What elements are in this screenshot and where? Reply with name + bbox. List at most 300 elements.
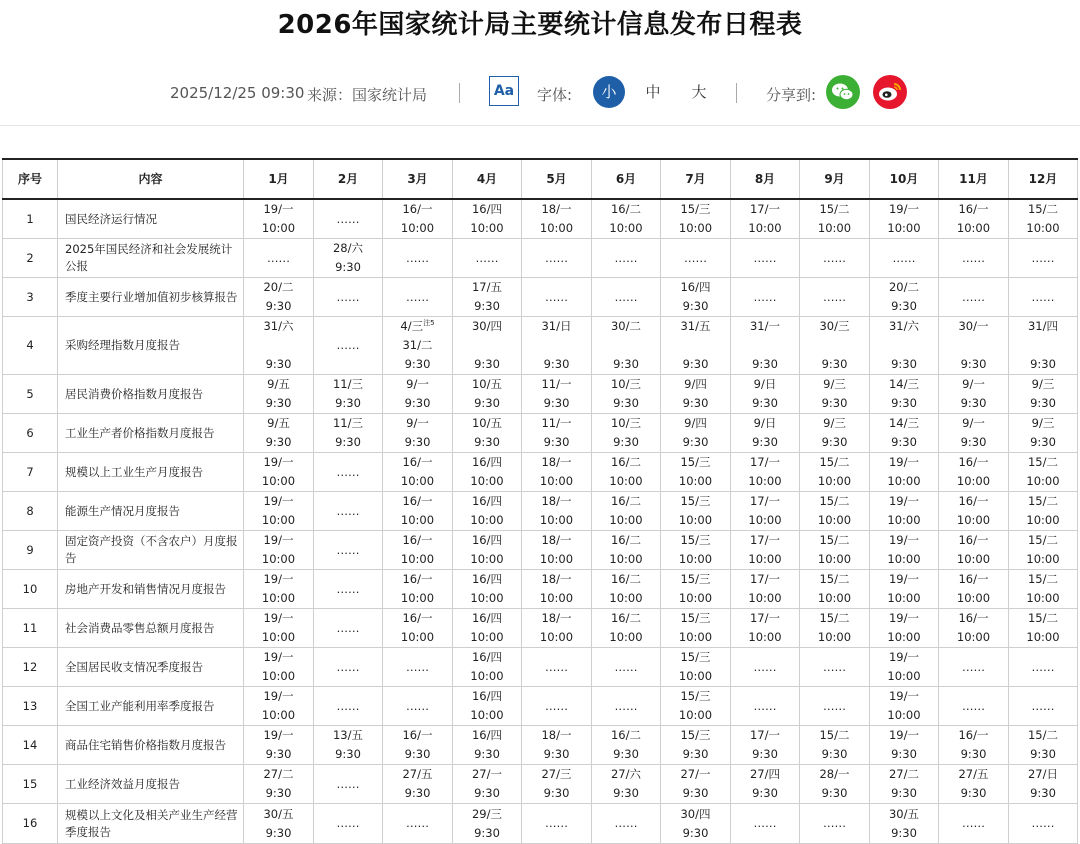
schedule-cell [592, 609, 661, 648]
schedule-cell [939, 765, 1009, 804]
schedule-cell [661, 804, 731, 844]
schedule-cell-line: 16/一 [958, 455, 989, 469]
weibo-share-icon[interactable] [873, 75, 907, 109]
schedule-cell [244, 570, 314, 609]
schedule-cell-line: 15/三 [680, 650, 711, 664]
schedule-cell-line [870, 336, 938, 355]
schedule-cell-line: …… [336, 542, 360, 557]
schedule-cell-line: 11/三 [332, 416, 363, 430]
schedule-cell-line: 9/一 [406, 377, 429, 391]
schedule-cell [383, 804, 453, 844]
schedule-cell [800, 531, 870, 570]
schedule-cell [870, 726, 939, 765]
schedule-cell [592, 726, 661, 765]
schedule-cell [661, 492, 731, 531]
schedule-cell [314, 375, 383, 414]
schedule-cell-line: 15/二 [819, 202, 850, 216]
schedule-cell-line: 10:00 [1026, 474, 1060, 488]
schedule-cell-line: 10:00 [470, 552, 504, 566]
font-size-small-button[interactable]: 小 [593, 76, 625, 108]
schedule-cell-line: 10:00 [400, 513, 435, 527]
schedule-cell [244, 492, 314, 531]
schedule-cell-line: 10:00 [817, 474, 852, 488]
schedule-cell-line: 19/一 [263, 728, 294, 742]
schedule-cell-line: 9:30 [960, 786, 987, 800]
schedule-cell-line: …… [1031, 698, 1055, 713]
schedule-cell-line: 9:30 [1030, 357, 1056, 371]
schedule-cell-line: 9/日 [753, 416, 777, 430]
schedule-cell-line: 9:30 [960, 357, 987, 371]
schedule-cell-line: 9:30 [891, 825, 917, 840]
schedule-cell [314, 317, 383, 375]
schedule-cell [800, 453, 870, 492]
schedule-cell-line: 17/一 [749, 533, 780, 547]
report-name: 全国居民收支情况季度报告 [58, 648, 244, 687]
schedule-cell-line: 11/一 [541, 377, 572, 391]
separator [459, 83, 460, 103]
schedule-cell [383, 726, 453, 765]
schedule-cell-line: 10:00 [817, 591, 852, 605]
schedule-cell [314, 453, 383, 492]
schedule-cell-line: 17/一 [749, 202, 780, 216]
schedule-cell [731, 278, 800, 317]
schedule-cell [383, 199, 453, 239]
schedule-cell-line: …… [823, 698, 846, 713]
schedule-cell-line: 9:30 [682, 299, 709, 313]
schedule-cell [800, 648, 870, 687]
report-name: 国民经济运行情况 [58, 199, 244, 239]
report-name: 规模以上工业生产月度报告 [58, 453, 244, 492]
schedule-cell-line [731, 336, 799, 355]
schedule-cell-line [592, 336, 660, 355]
schedule-cell [1009, 531, 1078, 570]
schedule-cell [244, 239, 314, 278]
schedule-cell-line: 16/一 [958, 533, 989, 547]
schedule-cell-line: …… [336, 698, 360, 713]
schedule-cell [870, 199, 939, 239]
source-label: 来源：国家统计局 [307, 86, 428, 104]
schedule-cell-line: …… [753, 698, 777, 713]
schedule-cell [870, 278, 939, 317]
schedule-cell-line: …… [336, 503, 360, 518]
schedule-cell-line: 10:00 [678, 708, 713, 722]
schedule-cell [522, 453, 592, 492]
schedule-cell-line: …… [614, 816, 638, 830]
schedule-cell-line: 4/三 [400, 319, 424, 333]
table-row [3, 531, 1078, 570]
schedule-cell [314, 648, 383, 687]
schedule-cell-line: 10:00 [887, 669, 921, 683]
schedule-cell [314, 765, 383, 804]
schedule-cell-line: 9:30 [682, 747, 709, 761]
schedule-cell-line: 9:30 [613, 786, 639, 800]
separator [736, 83, 737, 103]
schedule-cell-line: 9/三 [823, 416, 846, 430]
schedule-cell-line: 9:30 [543, 786, 570, 800]
schedule-cell [522, 317, 592, 375]
schedule-cell-line: 19/一 [263, 455, 294, 469]
schedule-cell [453, 726, 522, 765]
schedule-cell-line: 16/一 [958, 572, 989, 586]
schedule-cell-line: …… [336, 464, 360, 479]
schedule-cell [870, 531, 939, 570]
schedule-cell-line: 10:00 [817, 552, 852, 566]
schedule-cell-line: 9:30 [335, 396, 361, 410]
schedule-cell [453, 239, 522, 278]
schedule-cell-line: 10/三 [610, 416, 641, 430]
schedule-cell-line: 9:30 [613, 435, 639, 449]
schedule-cell-line: 10:00 [470, 591, 504, 605]
schedule-cell-line: 10:00 [261, 221, 296, 235]
schedule-cell-line: …… [545, 289, 568, 304]
schedule-cell [800, 765, 870, 804]
schedule-cell [522, 726, 592, 765]
schedule-cell [1009, 804, 1078, 844]
schedule-cell-line: 16/一 [402, 611, 433, 625]
column-header-month: 6月 [592, 159, 661, 199]
schedule-cell [383, 687, 453, 726]
schedule-cell-line: 30/二 [610, 319, 641, 333]
schedule-cell [870, 609, 939, 648]
schedule-cell-line: 10:00 [470, 708, 504, 722]
schedule-cell-line: 16/二 [610, 572, 641, 586]
schedule-cell-line: 9:30 [960, 435, 987, 449]
schedule-cell [592, 278, 661, 317]
schedule-cell [244, 278, 314, 317]
schedule-cell-line: 10:00 [956, 630, 991, 644]
schedule-cell [939, 278, 1009, 317]
schedule-cell-line: 9:30 [682, 786, 709, 800]
schedule-cell [800, 414, 870, 453]
schedule-cell-line: 10:00 [887, 221, 921, 235]
column-header-no: 序号 [3, 159, 58, 199]
table-row [3, 414, 1078, 453]
schedule-cell-line: 31/四 [1027, 319, 1058, 333]
schedule-cell [522, 609, 592, 648]
schedule-cell-line: …… [406, 659, 429, 674]
schedule-cell-line: 30/四 [471, 319, 502, 333]
table-row [3, 687, 1078, 726]
schedule-cell [244, 804, 314, 844]
schedule-cell-line: 9:30 [1030, 747, 1056, 761]
schedule-cell-line: 19/一 [888, 572, 919, 586]
schedule-cell [939, 453, 1009, 492]
schedule-cell-line: 10:00 [400, 630, 435, 644]
schedule-cell-line: 30/一 [958, 319, 989, 333]
schedule-cell-line: 10:00 [817, 221, 852, 235]
schedule-cell-line: 9:30 [543, 357, 570, 371]
column-header-month: 11月 [939, 159, 1009, 199]
schedule-cell-line: 9:30 [891, 786, 917, 800]
schedule-cell-line: 30/三 [819, 319, 850, 333]
schedule-cell-line: 9:30 [474, 299, 500, 313]
schedule-cell-line: 9:30 [821, 786, 848, 800]
schedule-cell-line: 10:00 [609, 221, 643, 235]
schedule-cell-line: 19/一 [888, 728, 919, 742]
schedule-cell [1009, 570, 1078, 609]
schedule-cell [800, 278, 870, 317]
schedule-cell-line: 15/二 [819, 533, 850, 547]
schedule-cell [592, 531, 661, 570]
schedule-cell [244, 531, 314, 570]
schedule-cell-line: 9/一 [962, 416, 985, 430]
schedule-cell-line: 9:30 [404, 396, 431, 410]
schedule-cell [1009, 609, 1078, 648]
row-number: 15 [3, 765, 58, 804]
table-row [3, 726, 1078, 765]
row-number: 2 [3, 239, 58, 278]
schedule-cell-line: …… [962, 289, 985, 304]
schedule-cell-line: 10:00 [1026, 513, 1060, 527]
schedule-cell-line: 9:30 [891, 396, 917, 410]
schedule-cell [592, 414, 661, 453]
schedule-cell [453, 492, 522, 531]
schedule-cell [453, 804, 522, 844]
column-header-month: 9月 [800, 159, 870, 199]
schedule-cell [592, 648, 661, 687]
row-number: 7 [3, 453, 58, 492]
schedule-cell [939, 570, 1009, 609]
schedule-cell-line: 31/五 [680, 319, 711, 333]
column-header-content: 内容 [58, 159, 244, 199]
schedule-cell-line: …… [684, 250, 707, 265]
schedule-cell-line: 10:00 [261, 591, 296, 605]
row-number: 6 [3, 414, 58, 453]
schedule-cell-line: 9/三 [1031, 377, 1055, 391]
schedule-cell-line: 10:00 [956, 513, 991, 527]
schedule-cell [314, 239, 383, 278]
schedule-cell-line: 15/三 [680, 572, 711, 586]
table-row [3, 317, 1078, 375]
schedule-cell-line: …… [823, 816, 846, 830]
schedule-cell [522, 199, 592, 239]
schedule-cell [800, 570, 870, 609]
schedule-cell-line: 9/四 [684, 416, 707, 430]
schedule-cell [731, 687, 800, 726]
schedule-cell-line: 31/六 [888, 319, 919, 333]
report-name: 房地产开发和销售情况月度报告 [58, 570, 244, 609]
schedule-cell-line: 19/一 [888, 533, 919, 547]
schedule-cell [244, 317, 314, 375]
schedule-cell-line [453, 336, 521, 355]
schedule-cell [592, 570, 661, 609]
table-row [3, 453, 1078, 492]
article-meta-bar [0, 74, 1080, 114]
schedule-cell [661, 375, 731, 414]
schedule-cell-line: 16/一 [958, 202, 989, 216]
schedule-cell-line: …… [545, 659, 568, 674]
schedule-cell-line: 20/二 [888, 280, 919, 294]
schedule-cell [244, 687, 314, 726]
schedule-cell-line: 27/二 [263, 767, 294, 781]
schedule-cell-line: 9:30 [960, 747, 987, 761]
schedule-cell-line: 10:00 [678, 630, 713, 644]
schedule-cell [383, 375, 453, 414]
schedule-cell [453, 278, 522, 317]
schedule-cell [731, 375, 800, 414]
schedule-cell [522, 492, 592, 531]
schedule-cell [731, 726, 800, 765]
schedule-cell [522, 414, 592, 453]
schedule-cell [870, 375, 939, 414]
schedule-cell-line: 10:00 [748, 221, 782, 235]
schedule-cell-line: 9:30 [752, 396, 778, 410]
wechat-share-icon[interactable] [826, 75, 860, 109]
schedule-cell [453, 648, 522, 687]
schedule-cell [244, 648, 314, 687]
schedule-cell-line: …… [962, 698, 985, 713]
schedule-cell-line: 9:30 [404, 747, 431, 761]
table-header-row [3, 159, 1078, 199]
schedule-cell-line: 20/二 [263, 280, 294, 294]
schedule-cell [592, 317, 661, 375]
schedule-cell [731, 453, 800, 492]
schedule-cell-line: 10:00 [609, 513, 643, 527]
row-number: 4 [3, 317, 58, 375]
schedule-cell [661, 726, 731, 765]
schedule-cell-line: 15/二 [819, 572, 850, 586]
font-size-medium-button[interactable]: 中 [645, 83, 661, 101]
schedule-cell-line: 9:30 [821, 747, 848, 761]
schedule-cell [244, 609, 314, 648]
schedule-cell-line: 10:00 [678, 591, 713, 605]
schedule-cell-line: 10:00 [748, 630, 782, 644]
schedule-cell-line: 9/一 [962, 377, 985, 391]
schedule-cell-line: 9:30 [821, 396, 848, 410]
schedule-cell-line: 9:30 [474, 357, 500, 371]
schedule-cell [870, 453, 939, 492]
schedule-cell-line: 16/一 [958, 494, 989, 508]
schedule-cell-line: 17/一 [749, 728, 780, 742]
schedule-cell-line: 9:30 [265, 825, 292, 840]
schedule-cell-line: 9:30 [265, 786, 292, 800]
schedule-cell-line [939, 336, 1008, 355]
schedule-cell-line: …… [614, 698, 638, 713]
schedule-cell [1009, 492, 1078, 531]
schedule-cell [731, 414, 800, 453]
report-name: 能源生产情况月度报告 [58, 492, 244, 531]
report-name: 固定资产投资（不含农户）月度报告 [58, 531, 244, 570]
schedule-cell-line: …… [336, 289, 360, 304]
schedule-cell [244, 765, 314, 804]
schedule-cell-line: 10:00 [470, 221, 504, 235]
schedule-cell-line: 16/一 [958, 611, 989, 625]
schedule-cell [453, 609, 522, 648]
schedule-cell-line: …… [336, 338, 360, 352]
schedule-cell-line: 16/二 [610, 202, 641, 216]
schedule-cell-line: 17/一 [749, 455, 780, 469]
schedule-cell-line: …… [336, 620, 360, 635]
schedule-cell-line: 18/一 [541, 202, 572, 216]
schedule-cell-line: 9:30 [821, 435, 848, 449]
schedule-cell-line: 16/四 [471, 572, 502, 586]
schedule-cell-line: 9:30 [335, 435, 361, 449]
schedule-cell-line: …… [962, 250, 985, 265]
schedule-cell-line: 11/一 [541, 416, 572, 430]
schedule-cell-line: 9:30 [1030, 786, 1056, 800]
schedule-cell-line: 15/二 [1027, 533, 1058, 547]
column-header-month: 10月 [870, 159, 939, 199]
schedule-cell-line: 15/三 [680, 494, 711, 508]
font-toggle-icon[interactable]: Aa [489, 76, 519, 106]
schedule-cell-line: 16/二 [610, 728, 641, 742]
schedule-cell [731, 492, 800, 531]
schedule-cell [453, 317, 522, 375]
schedule-cell-line: 10:00 [400, 591, 435, 605]
schedule-cell-line: 14/三 [888, 377, 919, 391]
schedule-cell-line: 10:00 [1026, 630, 1060, 644]
schedule-cell-line: 9:30 [891, 299, 917, 313]
schedule-cell [800, 199, 870, 239]
schedule-cell [731, 317, 800, 375]
schedule-cell-line: 9:30 [404, 786, 431, 800]
column-header-month: 1月 [244, 159, 314, 199]
schedule-cell-line: 9/五 [267, 416, 290, 430]
schedule-cell-line: 16/二 [610, 611, 641, 625]
schedule-cell [592, 492, 661, 531]
schedule-cell-line: 9:30 [752, 786, 778, 800]
schedule-cell-line: 14/三 [888, 416, 919, 430]
schedule-cell-line: 19/一 [888, 455, 919, 469]
row-number: 1 [3, 199, 58, 239]
schedule-cell-line: 15/三 [680, 202, 711, 216]
schedule-cell [800, 375, 870, 414]
schedule-cell [939, 375, 1009, 414]
schedule-cell [731, 199, 800, 239]
schedule-cell-line: 10:00 [956, 552, 991, 566]
schedule-cell [800, 687, 870, 726]
column-header-month: 5月 [522, 159, 592, 199]
schedule-cell-line [1009, 336, 1077, 355]
release-schedule-table [2, 158, 1078, 844]
schedule-cell-line: 30/五 [263, 806, 294, 821]
schedule-cell [1009, 278, 1078, 317]
schedule-cell-line: 9:30 [1030, 396, 1056, 410]
table-row [3, 278, 1078, 317]
schedule-cell-line: 30/五 [888, 806, 919, 821]
schedule-cell [522, 375, 592, 414]
schedule-cell-line: 9:30 [752, 747, 778, 761]
table-row [3, 648, 1078, 687]
schedule-cell-line: …… [823, 250, 846, 265]
schedule-cell-line: 15/二 [819, 455, 850, 469]
schedule-cell [453, 765, 522, 804]
schedule-cell-line: 10:00 [1026, 552, 1060, 566]
schedule-cell-line [244, 336, 313, 355]
font-size-large-button[interactable]: 大 [691, 83, 707, 101]
schedule-cell-line: 31/二 [402, 338, 433, 352]
schedule-cell [870, 492, 939, 531]
column-header-month: 8月 [731, 159, 800, 199]
schedule-cell-line: …… [545, 250, 568, 265]
schedule-cell-line: 15/二 [819, 494, 850, 508]
schedule-cell-line: 10:00 [748, 552, 782, 566]
schedule-cell-line: 10:00 [956, 474, 991, 488]
schedule-cell-line: 16/一 [402, 533, 433, 547]
schedule-cell [1009, 765, 1078, 804]
schedule-cell-line: …… [475, 250, 499, 265]
schedule-cell-line: …… [614, 659, 638, 674]
schedule-cell-line: …… [823, 289, 846, 304]
schedule-cell-line: 15/二 [1027, 728, 1058, 742]
schedule-cell-line: …… [892, 250, 916, 265]
schedule-cell-line: 27/五 [402, 767, 433, 781]
schedule-cell-line: …… [1031, 289, 1055, 304]
font-size-label: 字体: [537, 86, 573, 104]
schedule-cell-line: 10:00 [261, 669, 296, 683]
schedule-cell [522, 648, 592, 687]
schedule-cell [383, 492, 453, 531]
